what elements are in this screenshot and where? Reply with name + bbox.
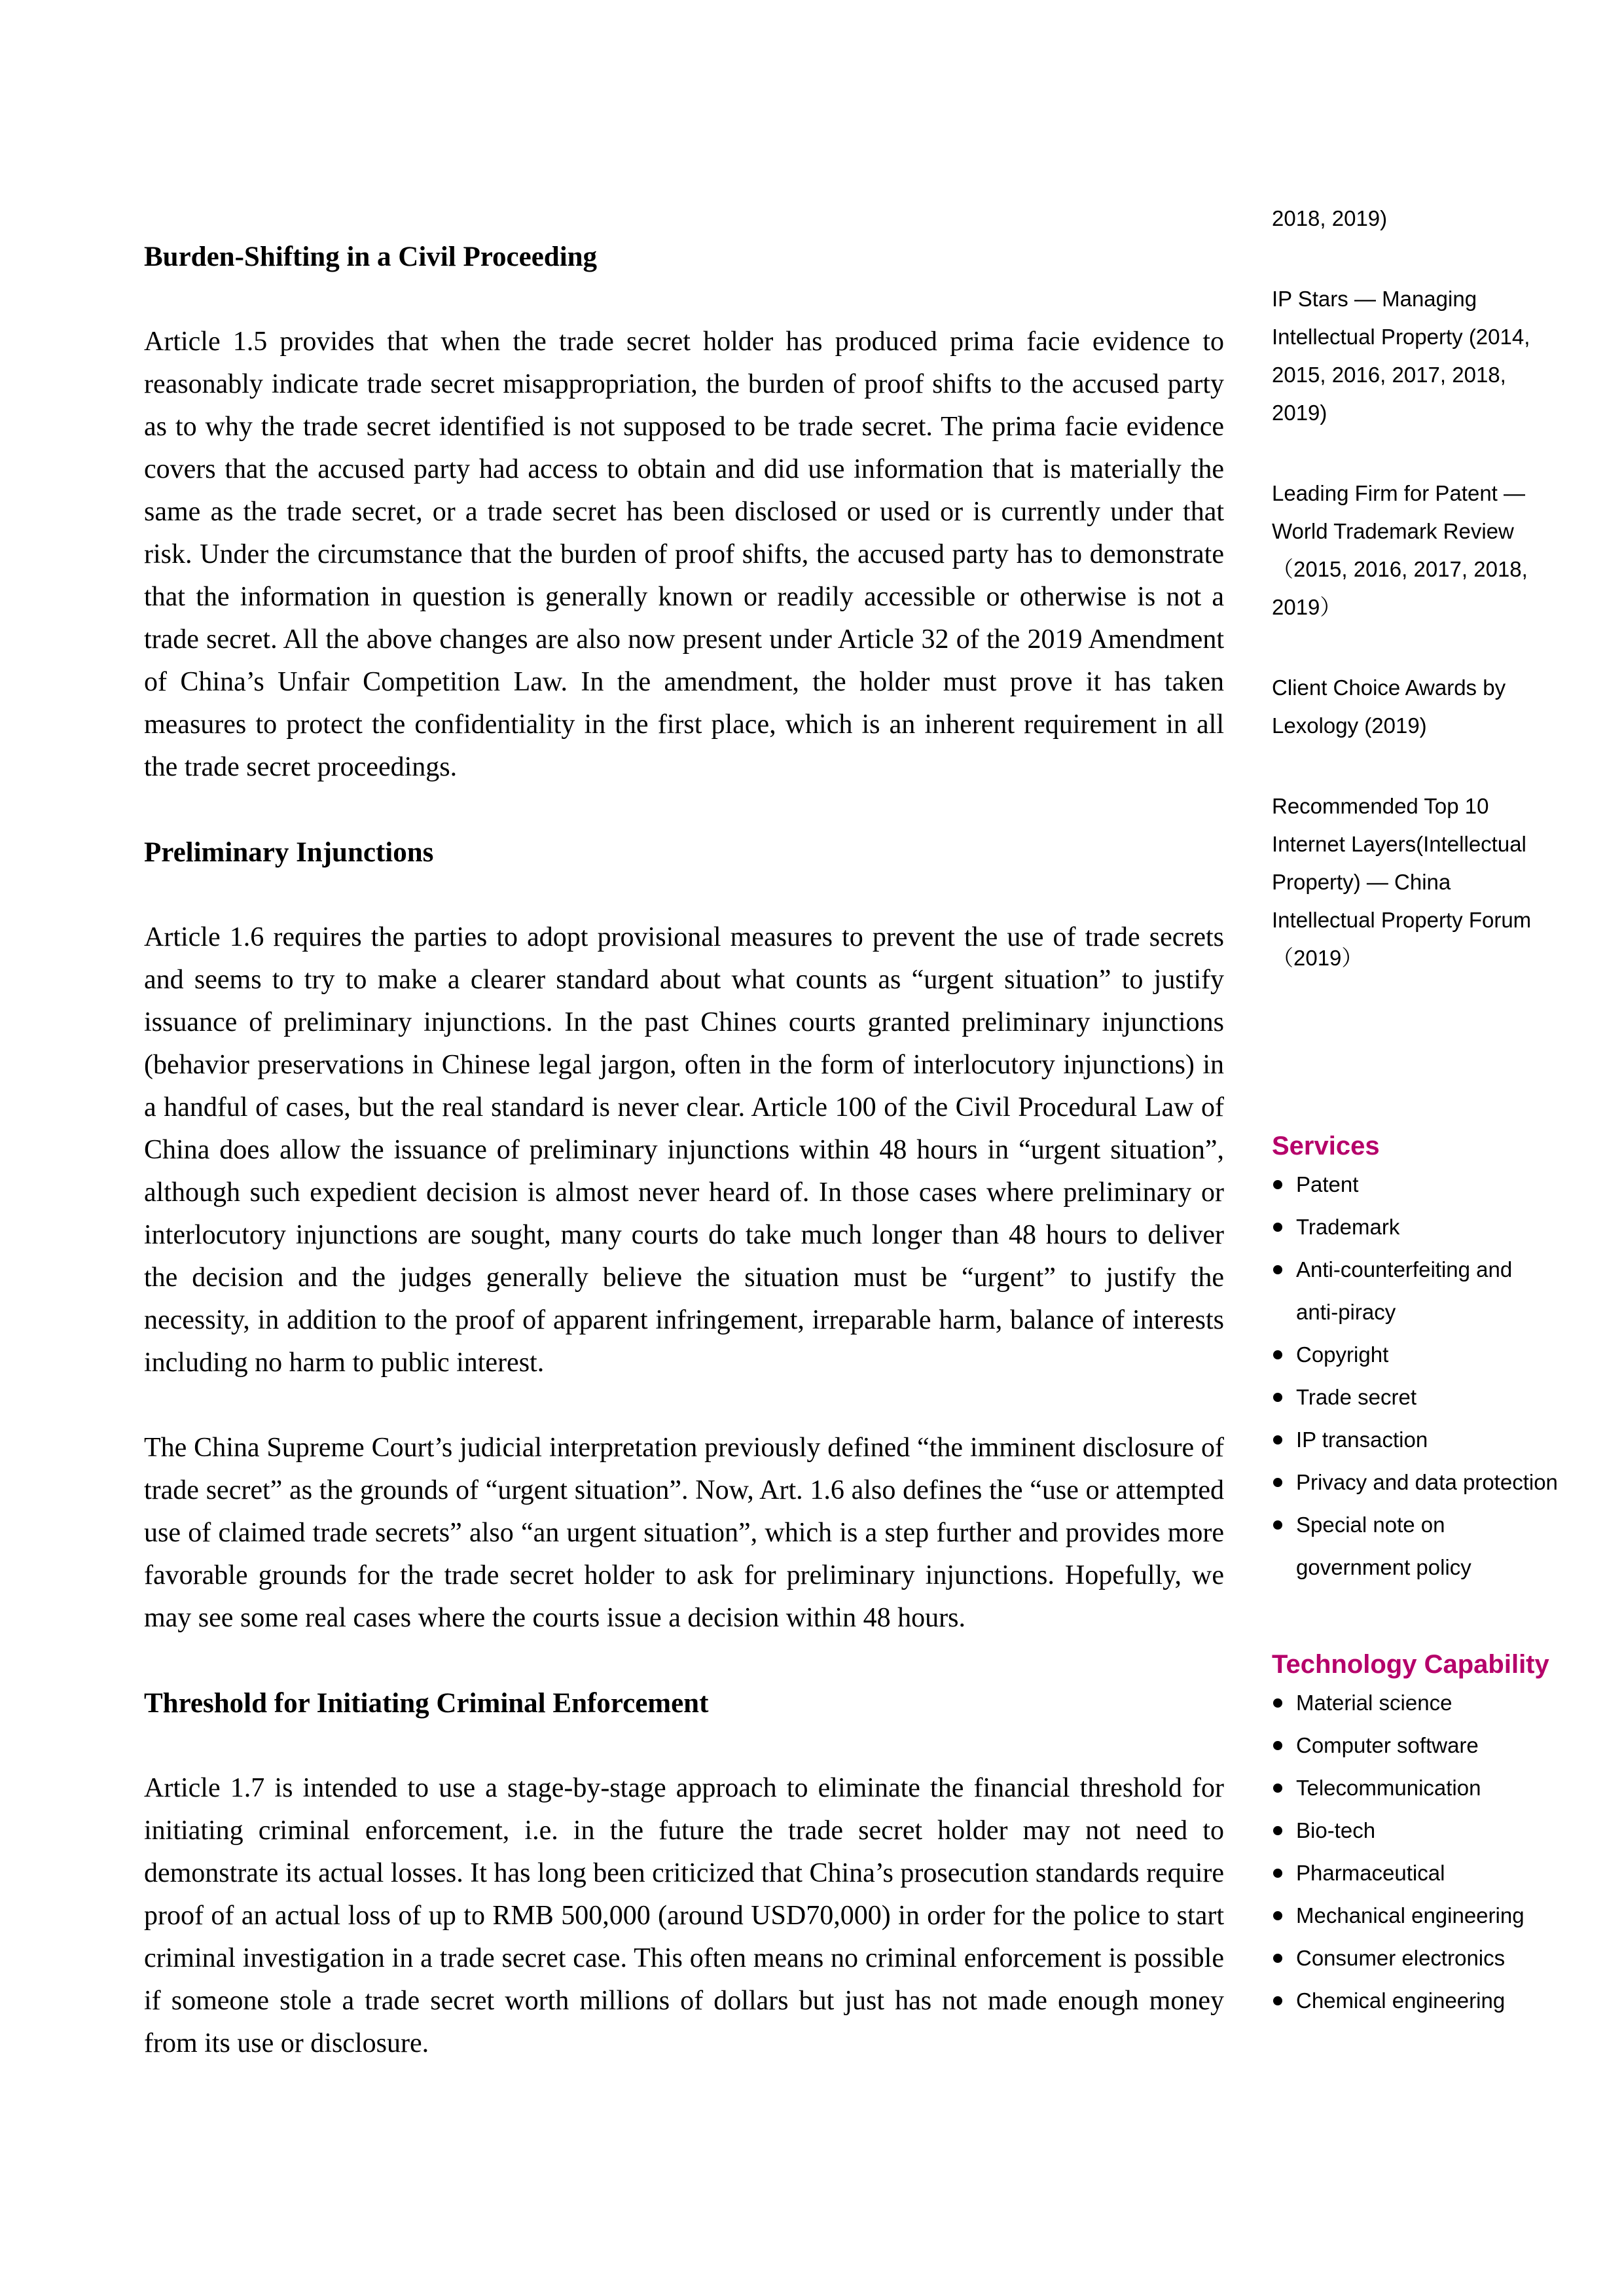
sidebar bbox=[1272, 200, 1560, 2022]
technology-label: Telecommunication bbox=[1296, 1776, 1481, 1800]
service-item bbox=[1272, 1333, 1560, 1376]
bullet-icon bbox=[1273, 1869, 1282, 1878]
technology-item bbox=[1272, 1894, 1560, 1937]
technology-section bbox=[1272, 1647, 1560, 2022]
service-label: Anti-counterfeiting and anti-piracy bbox=[1296, 1257, 1513, 1324]
technology-label: Mechanical engineering bbox=[1296, 1903, 1525, 1928]
technology-item bbox=[1272, 1809, 1560, 1852]
service-label: Patent bbox=[1296, 1172, 1359, 1196]
technology-label: Computer software bbox=[1296, 1733, 1479, 1757]
service-item bbox=[1272, 1376, 1560, 1418]
paragraph-supreme-court-interpretation: The China Supreme Court’s judicial interpretation previously defined “the imminent disclosure of trade secret” as the grounds of “urgent situation”. Now, Art. 1.6 also defines the “use or attempted use of claimed trade secrets” also “an urgent situation”, which is a step further and provides more favorable grounds for the trade secret holder to ask for preliminary injunctions. Hopefully, we may see some real cases where the courts issue a decision within 48 hours. bbox=[144, 1433, 1224, 1633]
service-label: Trade secret bbox=[1296, 1385, 1417, 1409]
spacer bbox=[144, 1640, 1224, 1682]
spacer bbox=[144, 789, 1224, 831]
bullet-icon bbox=[1273, 1698, 1282, 1708]
bullet-icon bbox=[1273, 1180, 1282, 1189]
section-heading-burden-shifting: Burden-Shifting in a Civil Proceeding bbox=[144, 242, 598, 272]
service-label: Copyright bbox=[1296, 1342, 1389, 1367]
paragraph-article-1-6: Article 1.6 requires the parties to adopt provisional measures to prevent the use of trade secrets and seems to try to make a clearer standard about what counts as “urgent situation” to justify issuance of preliminary injunctions. In the past Chines courts granted preliminary injunctions (behavior preservations in Chinese legal jargon, often in the form of interlocutory injunctions) in a handful of cases, but the real standard is never clear. Article 100 of the Civil Procedural Law of China does allow the issuance of preliminary injunctions within 48 hours in “urgent situation”, although such expedient decision is almost never heard of. In those cases where preliminary or interlocutory injunctions are sought, many courts do take much longer than 48 hours to deliver the decision and the judges generally believe the situation must be “urgent” to justify the necessity, in addition to the proof of apparent infringement, irreparable harm, balance of interests including no harm to public interest. bbox=[144, 922, 1224, 1378]
technology-item bbox=[1272, 1767, 1560, 1809]
service-label: IP transaction bbox=[1296, 1427, 1428, 1452]
technology-item bbox=[1272, 1979, 1560, 2022]
award-item: 2018, 2019) bbox=[1272, 206, 1388, 230]
section-heading-criminal-threshold: Threshold for Initiating Criminal Enforcement bbox=[144, 1688, 709, 1719]
technology-label: Chemical engineering bbox=[1296, 1988, 1506, 2013]
technology-label: Material science bbox=[1296, 1691, 1453, 1715]
service-item bbox=[1272, 1163, 1560, 1206]
technology-label: Consumer electronics bbox=[1296, 1946, 1506, 1970]
technology-item bbox=[1272, 1724, 1560, 1767]
bullet-icon bbox=[1273, 1954, 1282, 1963]
bullet-icon bbox=[1273, 1996, 1282, 2005]
bullet-icon bbox=[1273, 1911, 1282, 1920]
service-item bbox=[1272, 1503, 1560, 1588]
technology-list bbox=[1272, 1681, 1560, 2022]
bullet-icon bbox=[1273, 1393, 1282, 1402]
section-heading-preliminary-injunctions: Preliminary Injunctions bbox=[144, 837, 434, 868]
award-item: Leading Firm for Patent — World Trademark Review （2015, 2016, 2017, 2018, 2019） bbox=[1272, 481, 1528, 619]
services-list bbox=[1272, 1163, 1560, 1588]
technology-item bbox=[1272, 1937, 1560, 1979]
service-item bbox=[1272, 1248, 1560, 1333]
paragraph-article-1-7: Article 1.7 is intended to use a stage-by-stage approach to eliminate the financial threshold for initiating criminal enforcement, i.e. in the future the trade secret holder may not need to demonstrate its actual losses. It has long been criticized that China’s prosecution standards require proof of an actual loss of up to RMB 500,000 (around USD70,000) in order for the police to start criminal investigation in a trade secret case. This often means no criminal enforcement is possible if someone stole a trade secret worth millions of dollars but just has not made enough money from its use or disclosure. bbox=[144, 1773, 1224, 2058]
spacer bbox=[144, 874, 1224, 916]
service-label: Special note on government policy bbox=[1296, 1513, 1471, 1579]
bullet-icon bbox=[1273, 1223, 1282, 1232]
bullet-icon bbox=[1273, 1520, 1282, 1530]
service-label: Trademark bbox=[1296, 1215, 1400, 1239]
technology-label: Pharmaceutical bbox=[1296, 1861, 1445, 1885]
bullet-icon bbox=[1273, 1478, 1282, 1487]
services-heading: Services bbox=[1272, 1132, 1380, 1160]
bullet-icon bbox=[1273, 1741, 1282, 1750]
spacer bbox=[144, 278, 1224, 321]
service-item bbox=[1272, 1206, 1560, 1248]
bullet-icon bbox=[1273, 1265, 1282, 1274]
award-item: Client Choice Awards by Lexology (2019) bbox=[1272, 675, 1506, 738]
technology-heading: Technology Capability bbox=[1272, 1650, 1549, 1679]
spacer bbox=[144, 1384, 1224, 1427]
paragraph-article-1-5: Article 1.5 provides that when the trade secret holder has produced prima facie evidence to reasonably indicate trade secret misappropriation, the burden of proof shifts to the accused party as to why the trade secret identified is not supposed to be trade secret. The prima facie evidence covers that the accused party had access to obtain and did use information that is materially the same as the trade secret, or a trade secret has been disclosed or used or is currently under that risk. Under the circumstance that the burden of proof shifts, the accused party has to demonstrate that the information in question is generally known or readily accessible or otherwise is not a trade secret. All the above changes are also now present under Article 32 of the 2019 Amendment of China’s Unfair Competition Law. In the amendment, the holder must prove it has taken measures to protect the confidentiality in the first place, which is an inherent requirement in all the trade secret proceedings. bbox=[144, 327, 1224, 782]
service-item bbox=[1272, 1418, 1560, 1461]
bullet-icon bbox=[1273, 1435, 1282, 1444]
award-item: Recommended Top 10 Internet Layers(Intellectual Property) — China Intellectual Property Forum（2019） bbox=[1272, 794, 1532, 970]
spacer bbox=[144, 1725, 1224, 1767]
bullet-icon bbox=[1273, 1784, 1282, 1793]
service-label: Privacy and data protection bbox=[1296, 1470, 1558, 1494]
technology-item bbox=[1272, 1852, 1560, 1894]
award-item: IP Stars — Managing Intellectual Property (2014, 2015, 2016, 2017, 2018, 2019) bbox=[1272, 287, 1530, 425]
article-body bbox=[144, 236, 1224, 2065]
service-item bbox=[1272, 1461, 1560, 1503]
bullet-icon bbox=[1273, 1350, 1282, 1359]
technology-item bbox=[1272, 1681, 1560, 1724]
awards-list bbox=[1272, 200, 1560, 977]
technology-label: Bio-tech bbox=[1296, 1818, 1376, 1842]
bullet-icon bbox=[1273, 1826, 1282, 1835]
services-section bbox=[1272, 1129, 1560, 1588]
